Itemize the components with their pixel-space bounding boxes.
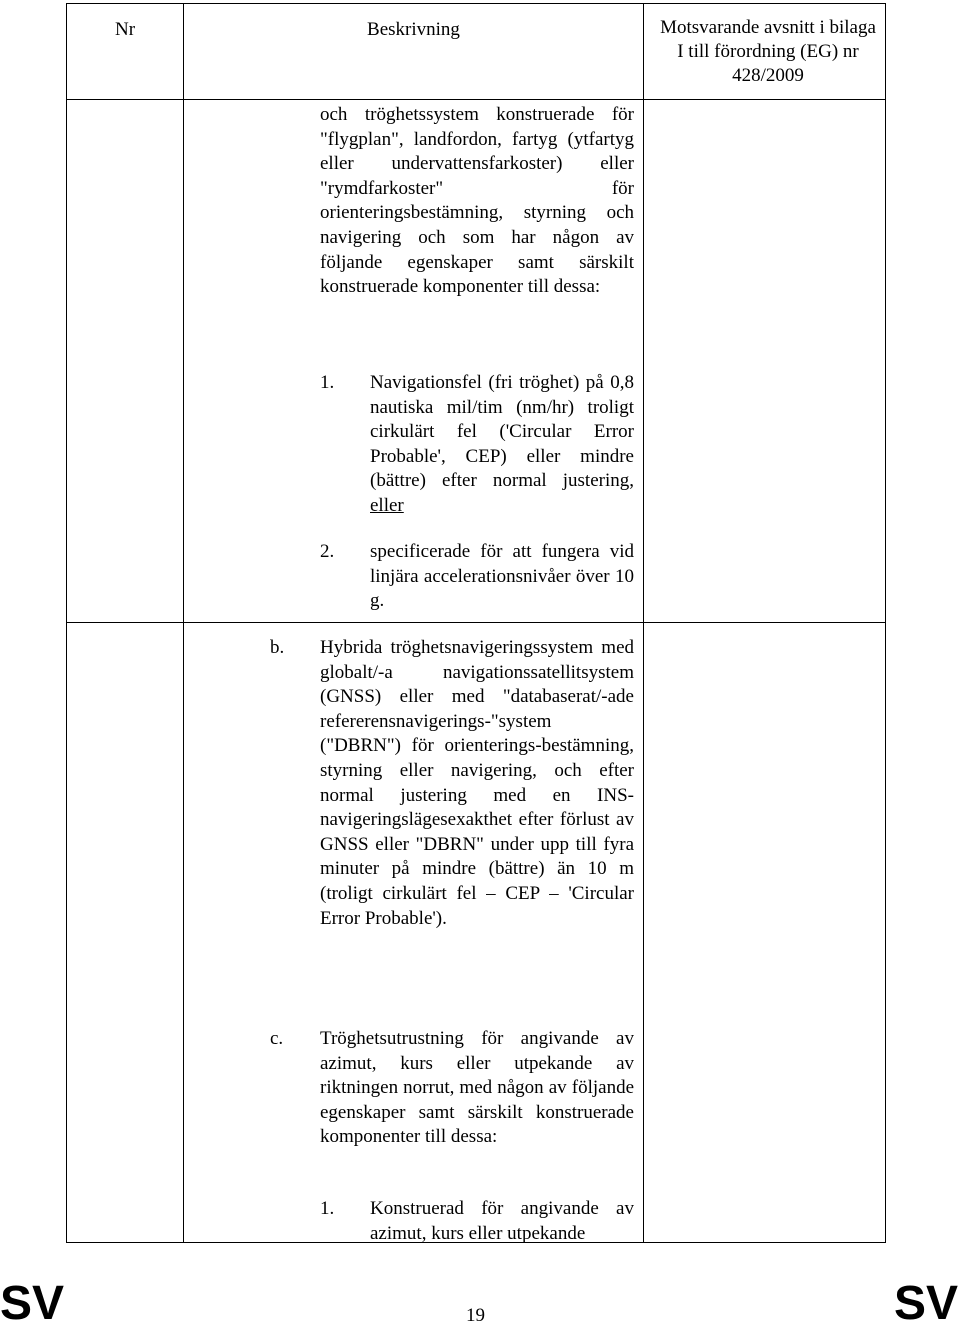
header-divider <box>67 99 885 100</box>
column-divider-description <box>643 4 644 1242</box>
header-nr: Nr <box>114 19 136 40</box>
underlined-or: eller <box>370 494 404 516</box>
item-b-text: Hybrida tröghetsnavigeringssystem med globalt/-a navigationssatellitsystem (GNSS) eller med "databaserat/-ade refererensnavigerings-"system ("DBRN") för orienterings-bestämning, styrning eller navigering, och efter normal justering med en INS-navigeringslägesexakthet efter förlust av GNSS eller "DBRN" under upp till fyra minuter på mindre (bättre) än 10 m (troligt cirkulärt fel – CEP – 'Circular Error Probable'). <box>320 637 634 929</box>
item-c-marker: c. <box>270 1028 284 1049</box>
sub-item-2-marker: 2. <box>320 541 335 562</box>
sub-item-2-text: specificerade för att fungera vid linjära accelerationsnivåer över 10 g. <box>370 541 634 612</box>
sub-item-1-text: Navigationsfel (fri tröghet) på 0,8 nautiska mil/tim (nm/hr) troligt cirkulärt fel ('Circular Error Probable', CEP) eller mindre (bättre) efter normal justering, eller <box>370 372 634 516</box>
header-corresponding-section: Motsvarande avsnitt i bilaga I till förordning (EG) nr 428/2009 <box>660 17 876 86</box>
sub-item-c1-text: Konstruerad för angivande av azimut, kurs eller utpekande <box>370 1198 634 1244</box>
language-code-left: SV <box>0 1277 65 1330</box>
sub-item-c1-marker: 1. <box>320 1198 335 1219</box>
header-description: Beskrivning <box>367 19 460 40</box>
item-b-marker: b. <box>270 637 285 658</box>
column-divider-nr <box>183 4 184 1242</box>
item-c-text: Tröghetsutrustning för angivande av azimut, kurs eller utpekande av riktningen norrut, med någon av följande egenskaper samt särskilt konstruerade komponenter till dessa: <box>320 1028 634 1148</box>
regulation-table <box>66 3 886 1243</box>
language-code-right: SV <box>893 1277 958 1330</box>
page-number: 19 <box>466 1305 485 1326</box>
intro-paragraph: och tröghetssystem konstruerade för "flygplan", landfordon, fartyg (ytfartyg eller undervattensfarkoster) eller "rymdfarkoster" för orienteringsbestämning, styrning och navigering och som har någon av följande egenskaper samt särskilt konstruerade komponenter till dessa: <box>320 104 634 298</box>
sub-item-1-marker: 1. <box>320 372 335 393</box>
row-divider <box>67 622 885 623</box>
